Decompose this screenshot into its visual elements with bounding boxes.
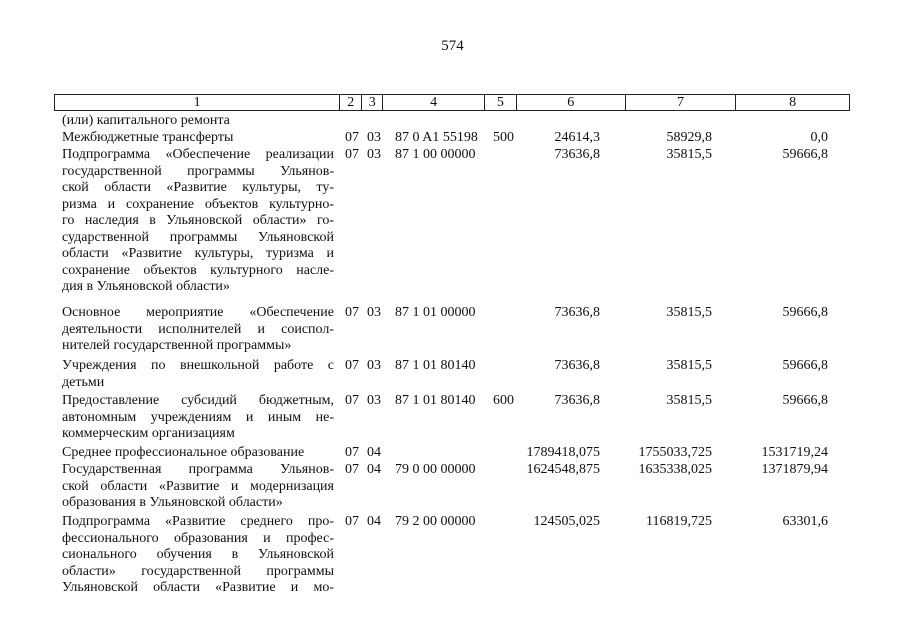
amount-col-6: 24614,3 xyxy=(554,130,600,145)
description-line: Межбюджетные трансферты xyxy=(62,130,234,145)
amount-col-8: 59666,8 xyxy=(782,358,828,373)
amount-col-8: 1531719,24 xyxy=(761,445,828,460)
subsection-code: 03 xyxy=(367,393,381,408)
row-description xyxy=(62,305,334,355)
row-description xyxy=(62,130,334,147)
description-line: детьми xyxy=(62,374,105,390)
description-line: ской области «Развитие культуры, ту- xyxy=(62,180,334,195)
expense-type-code: 600 xyxy=(493,393,514,408)
amount-col-7: 35815,5 xyxy=(666,147,712,162)
header-col-5: 5 xyxy=(485,95,517,110)
section-code: 07 xyxy=(345,462,359,477)
target-article-code: 87 1 00 00000 xyxy=(395,147,476,162)
amount-col-6: 1624548,875 xyxy=(526,462,600,477)
subsection-code: 03 xyxy=(367,130,381,145)
target-article-code: 87 1 01 00000 xyxy=(395,305,476,320)
description-line: сохранение объектов культурного насле- xyxy=(62,262,334,278)
amount-col-7: 58929,8 xyxy=(666,130,712,145)
description-line: Ульяновской области «Развитие и мо- xyxy=(62,580,334,595)
amount-col-8: 59666,8 xyxy=(782,305,828,320)
description-line: Основное мероприятие «Обеспечение xyxy=(62,305,334,320)
description-line: деятельности исполнителей и соиспол- xyxy=(62,321,334,337)
row-description xyxy=(62,393,334,443)
amount-col-7: 1755033,725 xyxy=(638,445,712,460)
subsection-code: 04 xyxy=(367,462,381,477)
target-article-code: 79 0 00 00000 xyxy=(395,462,476,477)
amount-col-6: 73636,8 xyxy=(554,358,600,373)
amount-col-8: 1371879,94 xyxy=(761,462,828,477)
description-line: области «Развитие культуры, туризма и xyxy=(62,246,334,261)
amount-col-6: 73636,8 xyxy=(554,393,600,408)
header-col-8: 8 xyxy=(789,95,797,110)
amount-col-7: 35815,5 xyxy=(666,393,712,408)
section-code: 07 xyxy=(345,445,359,460)
row-description xyxy=(62,514,334,597)
section-code: 07 xyxy=(345,358,359,373)
description-line: Государственная программа Ульянов- xyxy=(62,462,334,477)
row-description xyxy=(62,445,334,462)
description-line: государственной программы Ульянов- xyxy=(62,163,334,179)
subsection-code: 03 xyxy=(367,305,381,320)
row-description xyxy=(62,358,334,391)
header-col-4: 4 xyxy=(383,95,485,110)
header-col-3: 3 xyxy=(362,95,383,110)
target-article-code: 87 1 01 80140 xyxy=(395,358,476,373)
amount-col-7: 116819,725 xyxy=(646,514,712,529)
row-description xyxy=(62,113,334,130)
description-line: образования в Ульяновской области» xyxy=(62,495,283,510)
description-line: дия в Ульяновской области» xyxy=(62,279,230,294)
amount-col-6: 1789418,075 xyxy=(526,445,600,460)
description-line: ризма и сохранение объектов культурно- xyxy=(62,196,334,212)
section-code: 07 xyxy=(345,305,359,320)
amount-col-7: 1635338,025 xyxy=(638,462,712,477)
header-col-1: 1 xyxy=(55,95,340,110)
target-article-code: 87 0 A1 55198 xyxy=(395,130,478,145)
amount-col-6: 73636,8 xyxy=(554,147,600,162)
subsection-code: 03 xyxy=(367,147,381,162)
subsection-code: 04 xyxy=(367,514,381,529)
page-number: 574 xyxy=(441,38,464,54)
amount-col-8: 59666,8 xyxy=(782,393,828,408)
amount-col-8: 63301,6 xyxy=(782,514,828,529)
amount-col-6: 124505,025 xyxy=(533,514,600,529)
description-line: ской области «Развитие и модернизация xyxy=(62,478,334,494)
target-article-code: 79 2 00 00000 xyxy=(395,514,476,529)
expense-type-code: 500 xyxy=(493,130,514,145)
row-description xyxy=(62,462,334,512)
description-line: Учреждения по внешкольной работе с xyxy=(62,358,334,373)
amount-col-8: 59666,8 xyxy=(782,147,828,162)
row-description xyxy=(62,147,334,296)
section-code: 07 xyxy=(345,514,359,529)
description-line: области» государственной программы xyxy=(62,563,334,579)
header-col-6: 6 xyxy=(517,95,626,110)
target-article-code: 87 1 01 80140 xyxy=(395,393,476,408)
section-code: 07 xyxy=(345,147,359,162)
description-line: го наследия в Ульяновской области» го- xyxy=(62,213,334,228)
subsection-code: 03 xyxy=(367,358,381,373)
description-line: сударственной программы Ульяновской xyxy=(62,229,334,245)
section-code: 07 xyxy=(345,130,359,145)
description-line: сионального обучения в Ульяновской xyxy=(62,547,334,562)
description-line: нителей государственной программы» xyxy=(62,338,292,353)
table-header xyxy=(54,94,850,111)
description-line: автономным учреждениям и иным не- xyxy=(62,409,334,425)
description-line: Подпрограмма «Обеспечение реализации xyxy=(62,147,334,162)
subsection-code: 04 xyxy=(367,445,381,460)
amount-col-6: 73636,8 xyxy=(554,305,600,320)
description-line: фессионального образования и профес- xyxy=(62,530,334,546)
description-line: (или) капитального ремонта xyxy=(62,113,230,128)
header-col-2: 2 xyxy=(340,95,362,110)
amount-col-7: 35815,5 xyxy=(666,305,712,320)
description-line: Среднее профессиональное образование xyxy=(62,445,305,460)
description-line: Подпрограмма «Развитие среднего про- xyxy=(62,514,334,529)
amount-col-7: 35815,5 xyxy=(666,358,712,373)
description-line: коммерческим организациям xyxy=(62,426,235,441)
amount-col-8: 0,0 xyxy=(810,130,828,145)
header-col-7: 7 xyxy=(626,95,737,110)
section-code: 07 xyxy=(345,393,359,408)
description-line: Предоставление субсидий бюджетным, xyxy=(62,393,334,408)
